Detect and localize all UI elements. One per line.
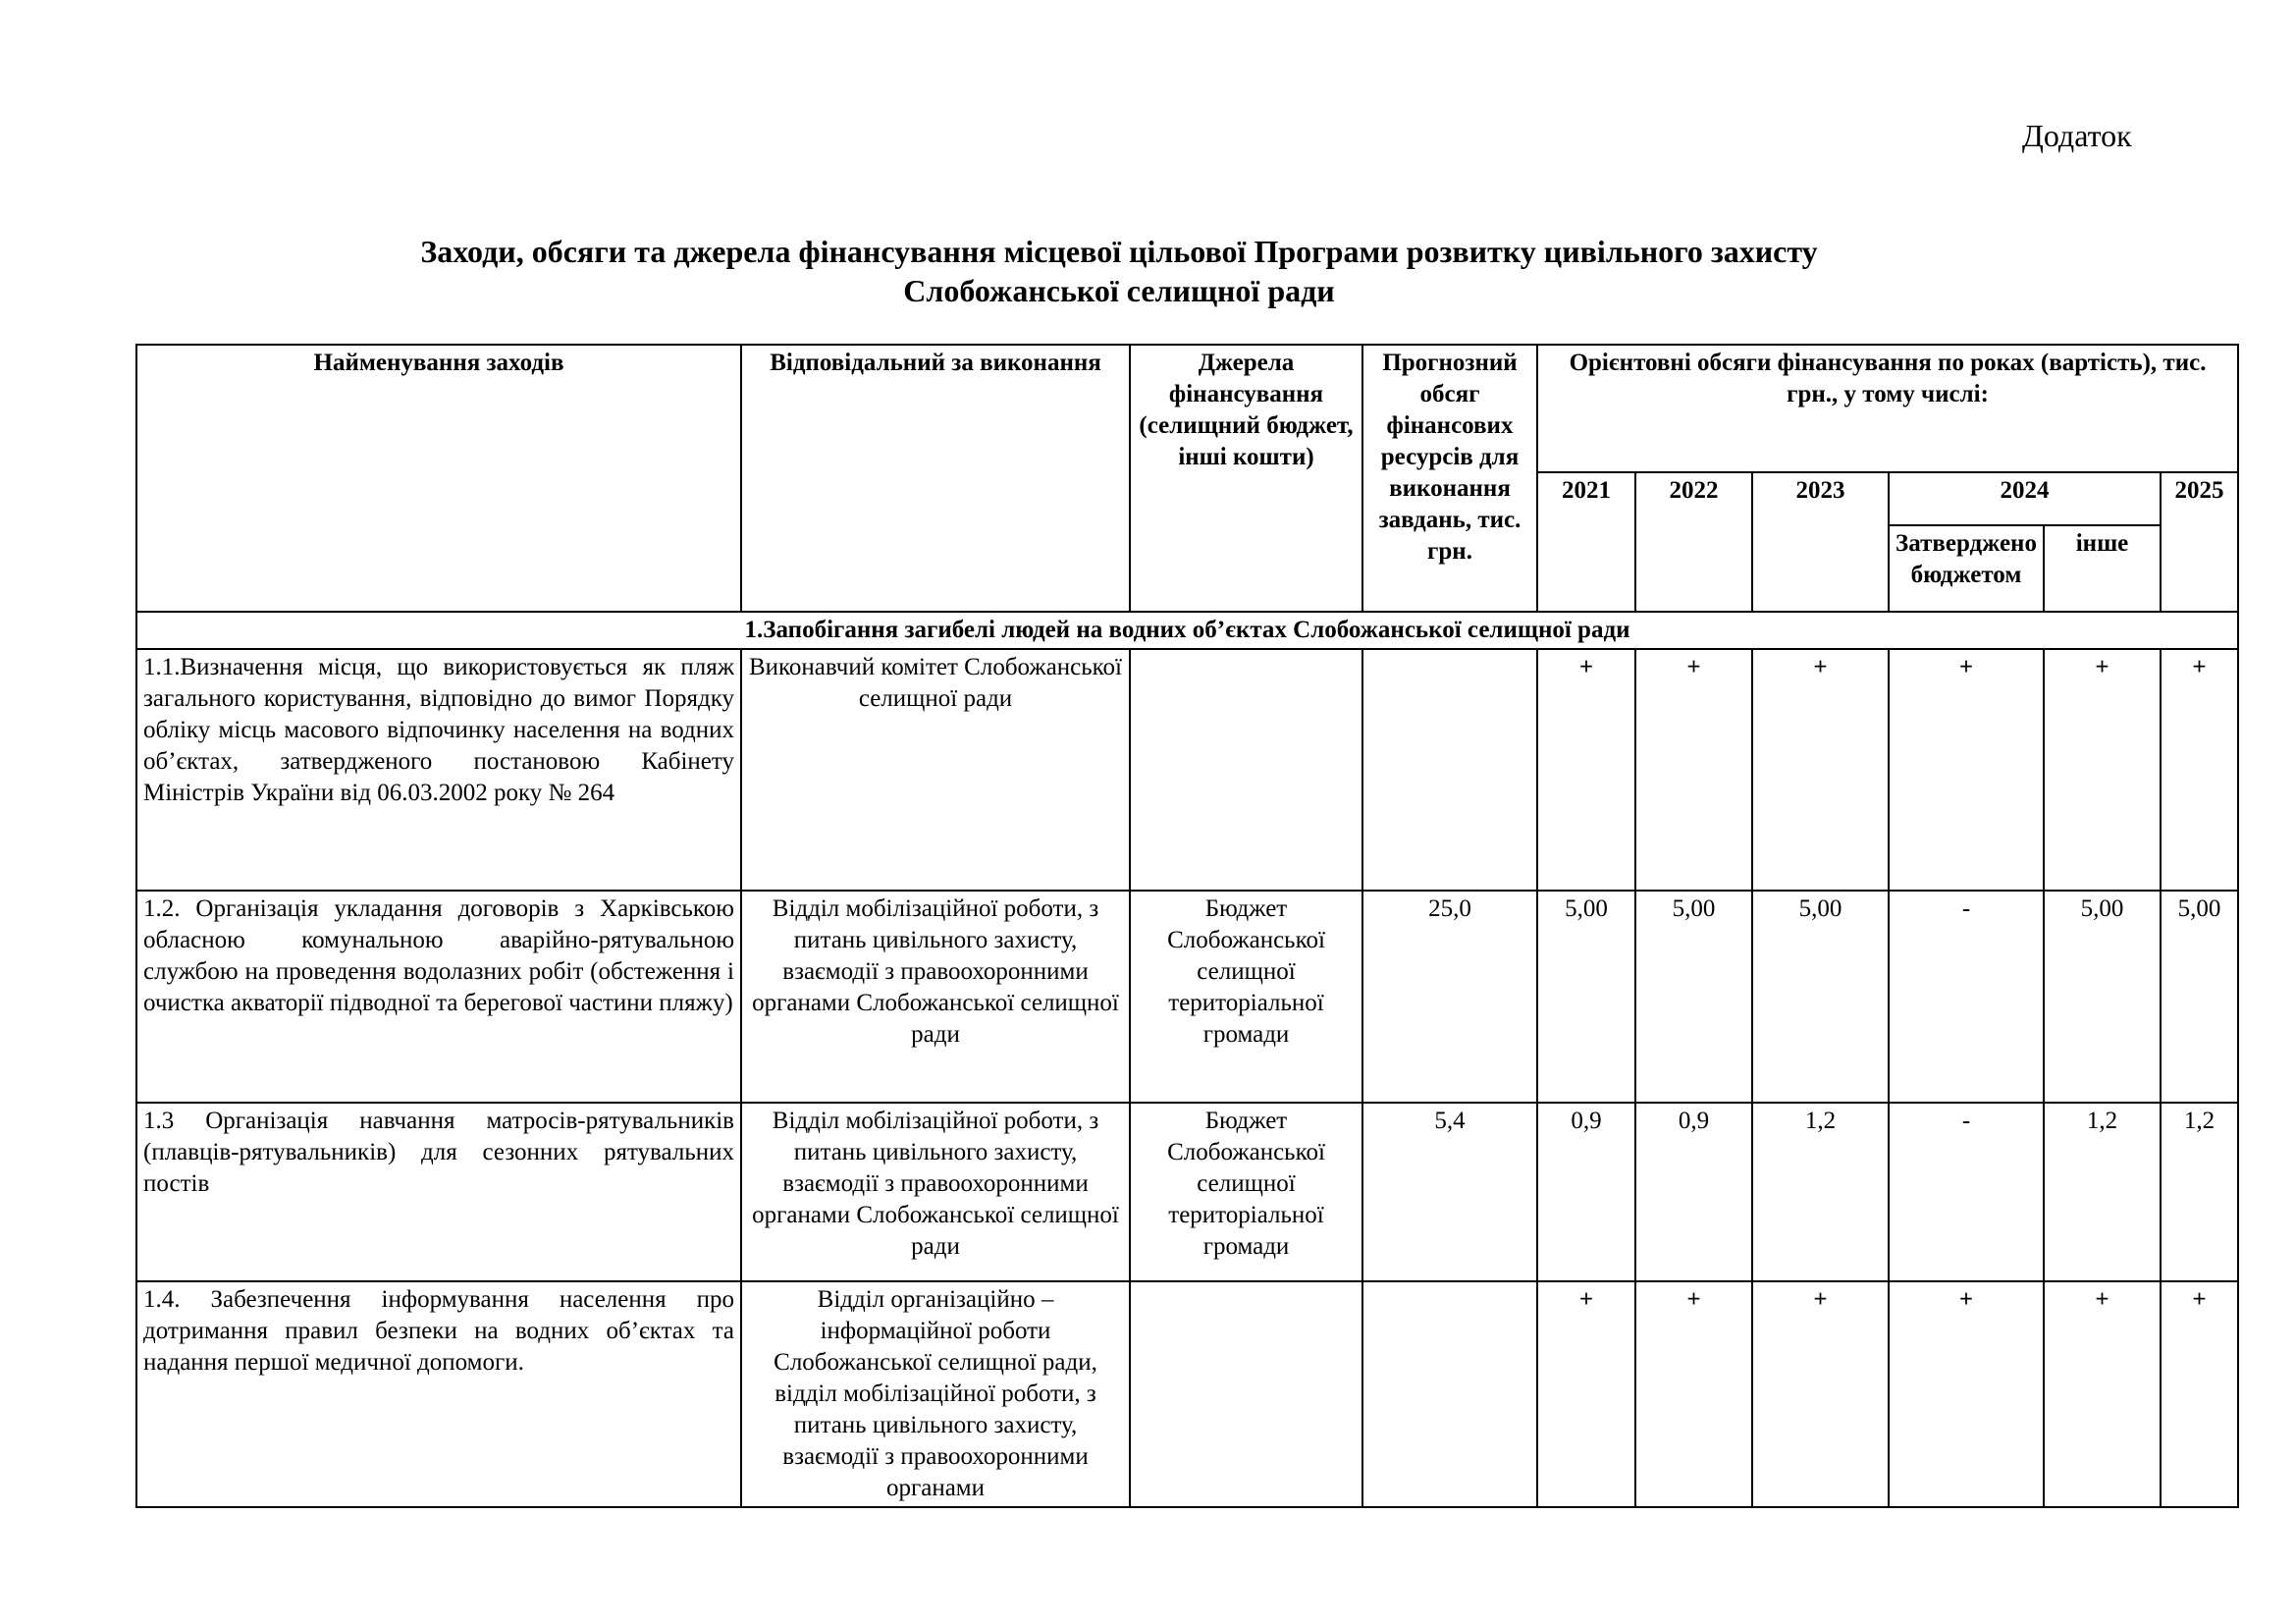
header-source: Джерела фінансування (селищний бюджет, інші кошти) xyxy=(1130,345,1362,612)
header-year-2021: 2021 xyxy=(1537,472,1635,612)
source-cell xyxy=(1130,1281,1362,1507)
value-2023-cell: 5,00 xyxy=(1752,891,1889,1103)
measure-cell: 1.2. Організація укладання договорів з Харківською обласною комунальною аварійно-рятувальною службою на проведення водолазних робіт (обстеження і очистка акваторії підводної та берегової частини пляжу) xyxy=(136,891,741,1103)
value-2022-cell: 5,00 xyxy=(1635,891,1752,1103)
title-line-1: Заходи, обсяги та джерела фінансування місцевої цільової Програми розвитку цивільного захисту xyxy=(420,234,1818,269)
measure-cell: 1.4. Забезпечення інформування населення про дотримання правил безпеки на водних об’єктах та надання першої медичної допомоги. xyxy=(136,1281,741,1507)
value-2023-cell: + xyxy=(1752,1281,1889,1507)
value-2025-cell: + xyxy=(2161,1281,2238,1507)
value-2022-cell: 0,9 xyxy=(1635,1103,1752,1281)
responsible-cell: Відділ організаційно – інформаційної роботи Слобожанської селищної ради, відділ мобілізаційної роботи, з питань цивільного захисту, взаємодії з правоохоронними органами xyxy=(741,1281,1130,1507)
value-2021-cell: 5,00 xyxy=(1537,891,1635,1103)
header-measure: Найменування заходів xyxy=(136,345,741,612)
value-2021-cell: + xyxy=(1537,1281,1635,1507)
table-row xyxy=(136,1281,2238,1507)
value-2021-cell: 0,9 xyxy=(1537,1103,1635,1281)
responsible-cell: Виконавчий комітет Слобожанської селищної ради xyxy=(741,649,1130,891)
forecast-cell: 5,4 xyxy=(1362,1103,1537,1281)
table-row xyxy=(136,649,2238,891)
document-title xyxy=(137,232,2101,310)
forecast-cell xyxy=(1362,1281,1537,1507)
forecast-cell: 25,0 xyxy=(1362,891,1537,1103)
header-responsible: Відповідальний за виконання xyxy=(741,345,1130,612)
value-2024-other-cell: 5,00 xyxy=(2044,891,2161,1103)
value-2025-cell: 5,00 xyxy=(2161,891,2238,1103)
forecast-cell xyxy=(1362,649,1537,891)
header-estimated: Орієнтовні обсяги фінансування по роках (вартість), тис. грн., у тому числі: xyxy=(1537,345,2238,472)
value-2024-approved-cell: - xyxy=(1889,1103,2044,1281)
responsible-cell: Відділ мобілізаційної роботи, з питань цивільного захисту, взаємодії з правоохоронними органами Слобожанської селищної ради xyxy=(741,1103,1130,1281)
value-2024-other-cell: + xyxy=(2044,649,2161,891)
value-2023-cell: 1,2 xyxy=(1752,1103,1889,1281)
financing-table xyxy=(135,344,2239,1508)
section-heading: 1.Запобігання загибелі людей на водних об’єктах Слобожанської селищної ради xyxy=(136,612,2238,649)
header-year-2022: 2022 xyxy=(1635,472,1752,612)
value-2021-cell: + xyxy=(1537,649,1635,891)
value-2024-other-cell: + xyxy=(2044,1281,2161,1507)
responsible-cell: Відділ мобілізаційної роботи, з питань цивільного захисту, взаємодії з правоохоронними органами Слобожанської селищної ради xyxy=(741,891,1130,1103)
value-2024-approved-cell: + xyxy=(1889,649,2044,891)
header-year-2024: 2024 xyxy=(1889,472,2161,525)
value-2025-cell: 1,2 xyxy=(2161,1103,2238,1281)
header-year-2023: 2023 xyxy=(1752,472,1889,612)
header-year-2025: 2025 xyxy=(2161,472,2238,612)
measure-cell: 1.1.Визначення місця, що використовується як пляж загального користування, відповідно до вимог Порядку обліку місць масового відпочинку населення на водних об’єктах, затвердженого постановою Кабінету Міністрів України від 06.03.2002 року № 264 xyxy=(136,649,741,891)
header-2024-other: інше xyxy=(2044,525,2161,612)
measure-cell: 1.3 Організація навчання матросів-рятувальників (плавців-рятувальників) для сезонних рятувальних постів xyxy=(136,1103,741,1281)
source-cell: Бюджет Слобожанської селищної територіальної громади xyxy=(1130,1103,1362,1281)
header-2024-approved: Затверджено бюджетом xyxy=(1889,525,2044,612)
table-row xyxy=(136,1103,2238,1281)
value-2022-cell: + xyxy=(1635,1281,1752,1507)
appendix-label: Додаток xyxy=(2022,118,2132,153)
source-cell: Бюджет Слобожанської селищної територіальної громади xyxy=(1130,891,1362,1103)
header-forecast: Прогнозний обсяг фінансових ресурсів для виконання завдань, тис. грн. xyxy=(1362,345,1537,612)
title-line-2: Слобожанської селищної ради xyxy=(903,273,1335,308)
value-2022-cell: + xyxy=(1635,649,1752,891)
table-row xyxy=(136,891,2238,1103)
value-2025-cell: + xyxy=(2161,649,2238,891)
value-2024-approved-cell: + xyxy=(1889,1281,2044,1507)
value-2024-approved-cell: - xyxy=(1889,891,2044,1103)
source-cell xyxy=(1130,649,1362,891)
value-2023-cell: + xyxy=(1752,649,1889,891)
value-2024-other-cell: 1,2 xyxy=(2044,1103,2161,1281)
